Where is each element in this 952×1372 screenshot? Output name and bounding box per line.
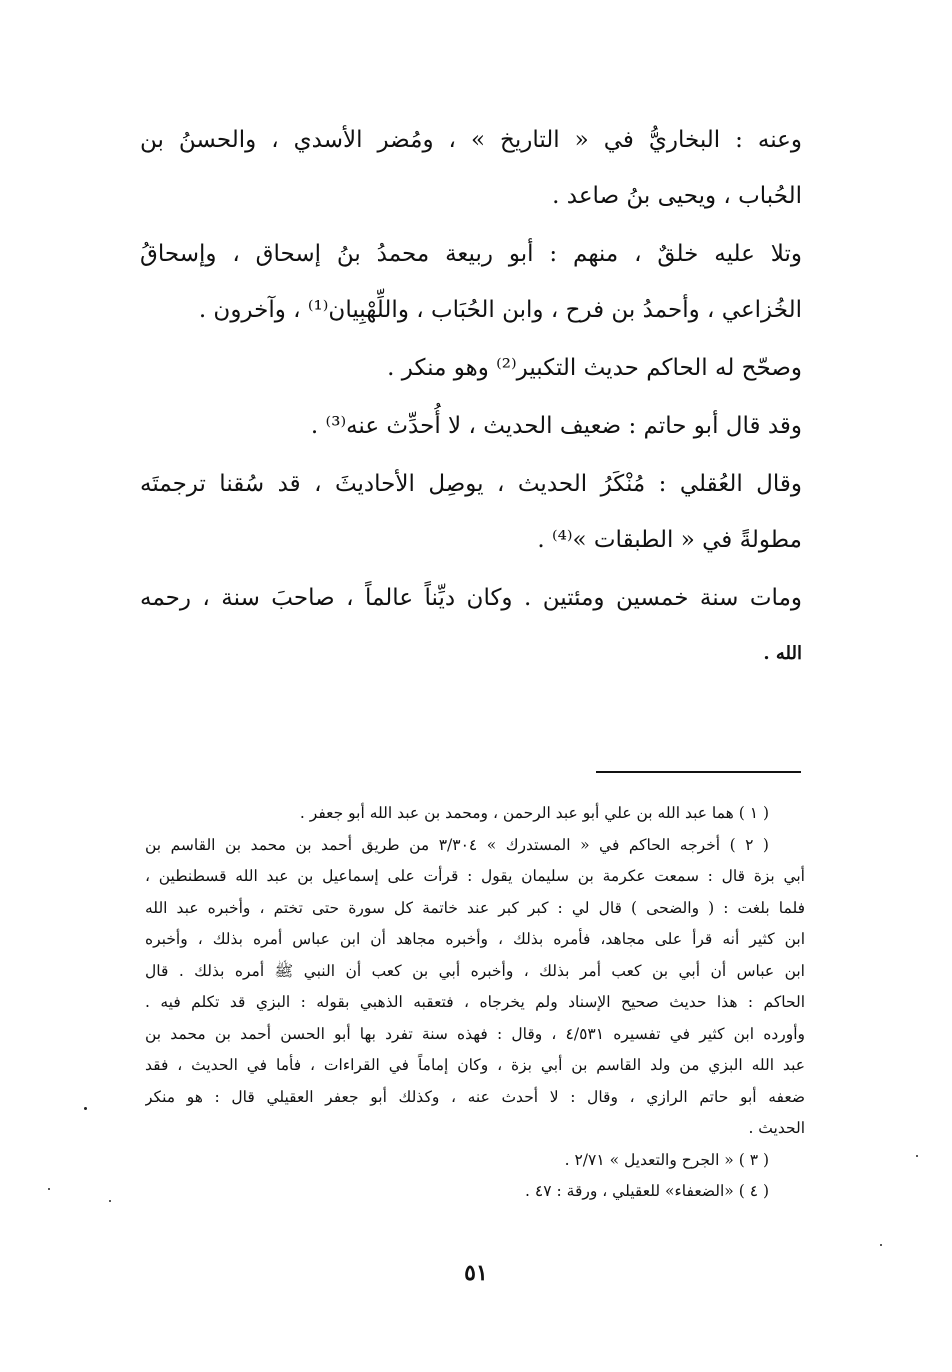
main-line: وتلا عليه خلقٌ ، منهم : أبو ربيعة محمدُ بنُ إسحاق ، وإسحاقُ bbox=[140, 241, 802, 267]
footnote-line: وأورده ابن كثير في تفسيره ٤/٥٣١ ، وقال : فهذه سنة تفرد بها أبو الحسن أحمد بن محمد بن bbox=[145, 1024, 805, 1043]
footnote-line: فلما بلغت : ( والضحى ) قال لي : كبر كبر عند خاتمة كل سورة حتى تختم ، وأخبره عبد الله bbox=[145, 898, 805, 917]
footnote-line: ( ٢ ) أخرجه الحاكم في « المستدرك » ٣/٣٠٤ من طريق أحمد بن محمد بن القاسم بن bbox=[145, 835, 769, 854]
scan-speck bbox=[84, 1107, 87, 1110]
footnote-divider bbox=[596, 771, 801, 773]
scan-speck bbox=[880, 1244, 882, 1246]
page-number: ٥١ bbox=[464, 1260, 488, 1286]
main-line: وصحّح له الحاكم حديث التكبير⁽²⁾ وهو منكر . bbox=[387, 355, 802, 381]
scan-speck bbox=[109, 1200, 111, 1202]
footnotes bbox=[145, 798, 805, 1208]
main-line: مطولةً في « الطبقات »⁽⁴⁾ . bbox=[537, 527, 802, 553]
footnote-line: الحديث . bbox=[748, 1119, 805, 1137]
main-line: وعنه : البخاريُّ في « التاريخ » ، ومُضر الأسدي ، والحسنُ بن bbox=[140, 127, 802, 153]
main-line: وقال العُقلي : مُنْكَرُ الحديث ، يوصِل الأحاديثَ ، قد سُقنا ترجمتَه bbox=[140, 471, 802, 497]
footnote-line: ( ١ ) هما عبد الله بن علي أبو عبد الرحمن ، ومحمد بن عبد الله أبو جعفر . bbox=[299, 804, 769, 822]
scan-speck bbox=[916, 1155, 918, 1157]
scan-speck bbox=[48, 1188, 50, 1190]
footnote-line: الحاكم : هذا حديث صحيح الإسناد ولم يخرجاه ، فتعقبه الذهبي بقوله : البزي قد تكلم فيه . bbox=[145, 993, 805, 1011]
main-line: الله . bbox=[763, 643, 802, 664]
footnote-line: عبد الله البزي من ولد القاسم بن أبي بزة ، وكان إماماً في القراءات ، فأما في الحديث ، فقد bbox=[145, 1056, 805, 1074]
footnote-line: أبي بزة قال : سمعت عكرمة بن سليمان يقول : قرأت على إسماعيل بن عبد الله قسطنطين ، bbox=[145, 867, 805, 885]
footnote-line: ضعفه أبو حاتم الرازي ، وقال : لا أحدث عنه ، وكذلك أبو جعفر العقيلي قال : هو منكر bbox=[145, 1087, 805, 1106]
footnote-line: ( ٤ ) «الضعفاء» للعقيلي ، ورقة : ٤٧ . bbox=[525, 1182, 769, 1200]
footnote-line: ابن عباس أن أبي بن كعب أمر بذلك ، وأخبره أبي بن كعب أن النبي ﷺ أمره بذلك . قال bbox=[145, 961, 805, 980]
main-line: الحُباب ، ويحيى بنُ صاعد . bbox=[552, 183, 802, 209]
main-text bbox=[140, 112, 802, 682]
main-line: وقد قال أبو حاتم : ضعيف الحديث ، لا أُحدِّث عنه⁽³⁾ . bbox=[310, 413, 802, 439]
footnote-line: ( ٣ ) « الجرح والتعديل » ٢/٧١ . bbox=[564, 1150, 769, 1169]
footnote-line: ابن كثير أنه قرأ على مجاهد، فأمره بذلك ، وأخبره مجاهد أن ابن عباس أمره بذلك ، وأخبره bbox=[145, 930, 805, 948]
main-line: ومات سنة خمسين ومئتين . وكان ديِّناً عالماً ، صاحبَ سنة ، رحمه bbox=[140, 585, 802, 611]
main-line: الخُزاعي ، وأحمدُ بن فرح ، وابن الحُبَاب ، واللِّهْبِيان⁽¹⁾ ، وآخرون . bbox=[198, 297, 802, 323]
